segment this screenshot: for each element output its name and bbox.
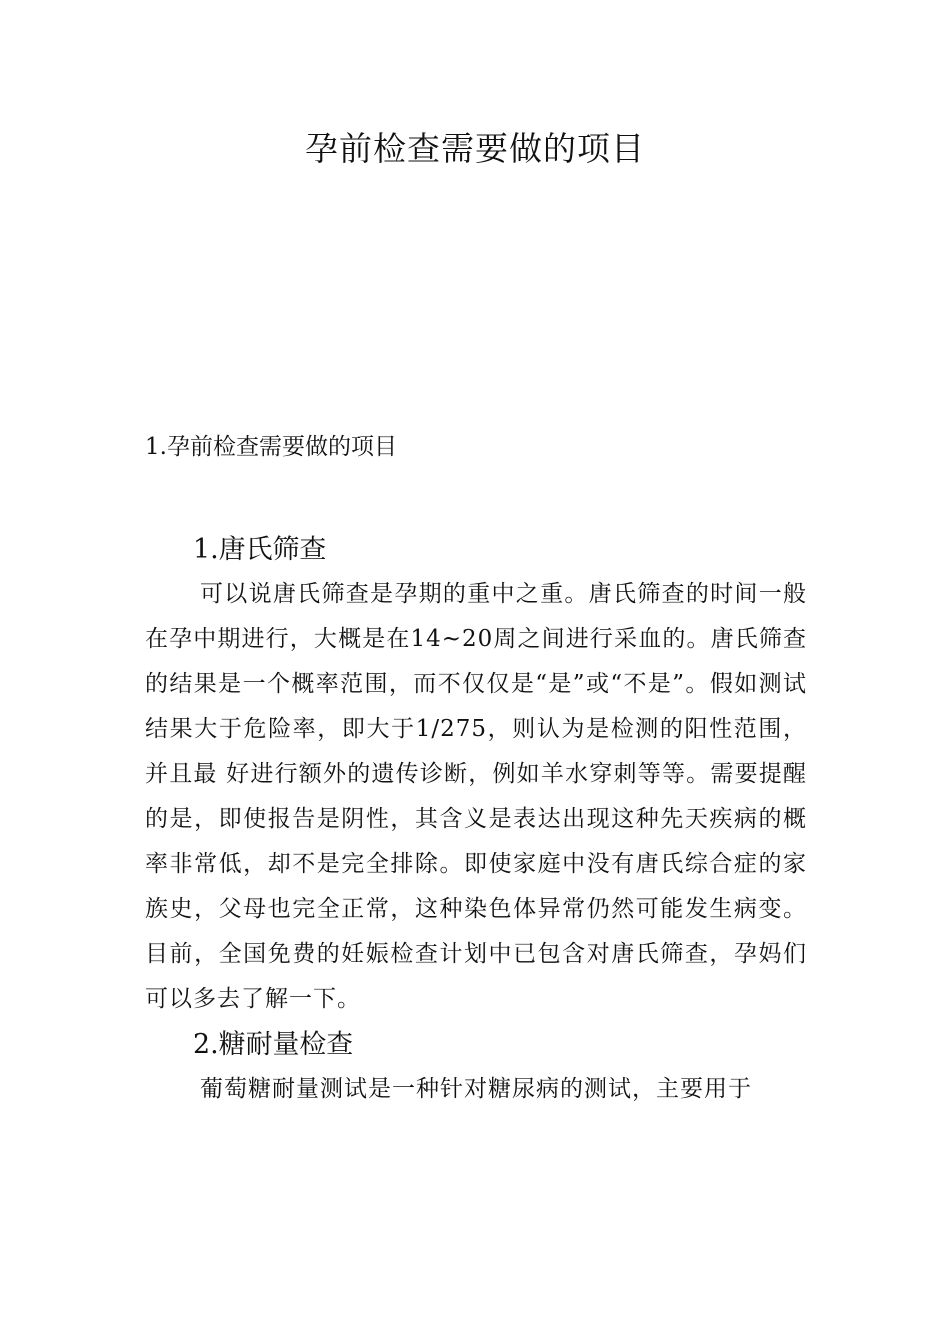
- item-heading-glucose-tolerance-test: 2.糖耐量检查: [193, 1029, 354, 1060]
- document-body: [145, 527, 807, 1112]
- document-title: 孕前检查需要做的项目: [305, 129, 645, 168]
- item-paragraph-glucose-tolerance-test: 葡萄糖耐量测试是一种针对糖尿病的测试，主要用于: [200, 1076, 752, 1102]
- section-heading: 1.孕前检查需要做的项目: [145, 434, 397, 460]
- item-heading-down-syndrome-screening: 1.唐氏筛查: [193, 534, 327, 565]
- item-paragraph-down-syndrome-screening: 可以说唐氏筛查是孕期的重中之重。唐氏筛查的时间一般在孕中期进行，大概是在14~20周之间进行采血的。唐氏筛查的结果是一个概率范围，而不仅仅是“是”或“不是”。假如测试结果大于危险率，即大于1/275，则认为是检测的阳性范围，并且最 好进行额外的遗传诊断，例如羊水穿刺等等。需要提醒的是，即使报告是阴性，其含义是表达出现这种先天疾病的概率非常低，却不是完全排除。即使家庭中没有唐氏综合症的家族史，父母也完全正常，这种染色体异常仍然可能发生病变。目前，全国免费的妊娠检查计划中已包含对唐氏筛查，孕妈们可以多去了解一下。: [145, 581, 807, 1012]
